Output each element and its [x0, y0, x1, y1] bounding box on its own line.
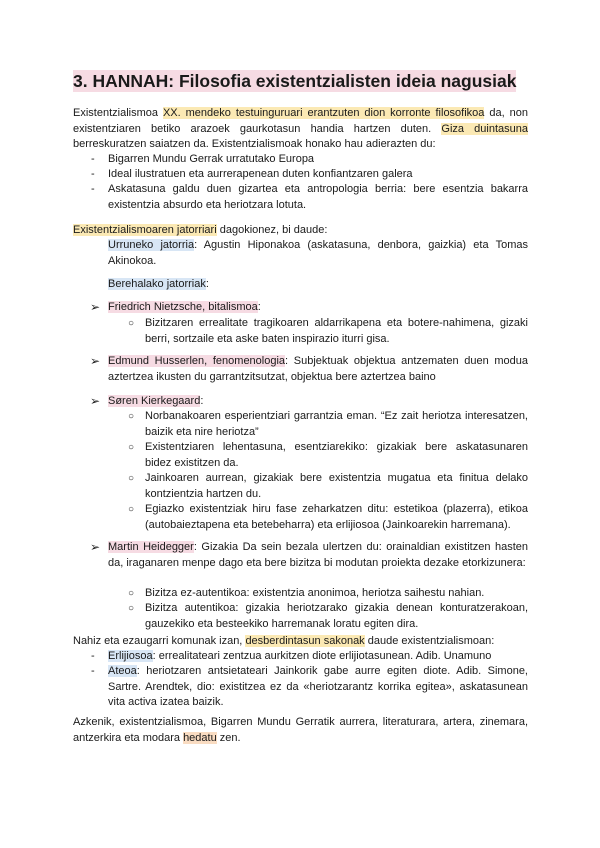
sub-item: Bizitzaren errealitate tragikoaren aldarrikapena eta botere-nahimena, gizaki berri, sortzaile eta aske baten inspirazio iturri gisa. [145, 317, 528, 345]
sub-item: Egiazko existentziak hiru fase zeharkatzen ditu: estetikoa (plazerra), etikoa (autobaieztapena eta betebeharra) eta erlijiosoa (Jainkoarekin harremana). [145, 503, 528, 531]
far-origin: Urruneko jatorria: Agustin Hiponakoa (askatasuna, denbora, gaizkia) eta Tomas Akinokoa. [108, 239, 528, 267]
list-item: Bigarren Mundu Gerrak urratutako Europa [108, 153, 315, 165]
circle-marker: ○ [128, 588, 135, 599]
list-item: Erlijiosoa: errealitateari zentzua aurkitzen diote erlijiotasunean. Adib. Unamuno [108, 650, 492, 662]
list-item: Ateoa: heriotzaren antsietateari Jainkorik gabe aurre egiten diote. Adib. Simone, Sartre. Arendtek, dio: existitzea ez da «heriotzarantz korrika egitea», askatasunean vita activa izatea baizik. [108, 665, 528, 708]
highlight: XX. mendeko testuinguruari erantzuten dion korronte filosofikoa [162, 107, 485, 119]
sub-item: Existentziaren lehentasuna, esentziarekiko: gizakiak bere askatasunaren bidez existitzen da. [145, 441, 528, 469]
philosopher-nietzsche: Friedrich Nietzsche, bitalismoa: [108, 301, 261, 313]
highlight: Martin Heidegger [108, 541, 194, 553]
highlight: Giza duintasuna [441, 122, 528, 135]
circle-marker: ○ [128, 411, 135, 422]
highlight: hedatu [183, 731, 217, 744]
circle-marker: ○ [128, 603, 135, 614]
sub-item: Bizitza ez-autentikoa: existentzia anonimoa, heriotza saihestu nahian. [145, 587, 485, 599]
circle-marker: ○ [128, 318, 135, 329]
philosopher-kierkegaard: Søren Kierkegaard: [108, 395, 204, 407]
highlight: Berehalako jatorriak [108, 278, 206, 290]
highlight: Existentzialismoaren jatorriari [73, 224, 217, 236]
highlight: Edmund Husserlen, fenomenologia [108, 355, 286, 367]
sub-item: Jainkoaren aurrean, gizakiak bere existentzia mugatua eta finitua delako kontzientzia hartzen du. [145, 472, 528, 500]
list-item: Ideal ilustratuen eta aurrerapenean duten konfiantzaren galera [108, 168, 413, 180]
intro-paragraph: Existentzialismoa XX. mendeko testuinguruari erantzuten dion korronte filosofikoa da, non existentziaren betiko arazoek gaurkotasun handia hartzen duten. Giza duintasuna berreskuratzen saiatzen da. Existentzialismoak honako hau adierazten du: [73, 107, 528, 150]
circle-marker: ○ [128, 473, 135, 484]
dash-marker: - [91, 168, 95, 180]
philosopher-husserl: Edmund Husserlen, fenomenologia: Subjektuak objektua antzematen duen modua aztertzea ikusten du garrantzitsutzat, objektua bere aztertzea baino [108, 355, 529, 383]
arrow-marker: ➢ [90, 540, 101, 554]
highlight: Friedrich Nietzsche, bitalismoa [108, 301, 258, 313]
list-item: Askatasuna galdu duen gizartea eta antropologia berria: bere esentzia bakarra existentzia absurdo eta heriotzara lotuta. [108, 183, 528, 211]
closing-paragraph: Azkenik, existentzialismoa, Bigarren Mundu Gerratik aurrera, literaturara, artera, zinemara, antzerkira eta modara hedatu zen. [73, 716, 528, 744]
highlight: Ateoa [108, 665, 137, 677]
dash-marker: - [91, 153, 95, 165]
near-origins-label: Berehalako jatorriak: [108, 278, 209, 290]
highlight: Urruneko jatorria [108, 239, 195, 251]
circle-marker: ○ [128, 504, 135, 515]
differences-line: Nahiz eta ezaugarri komunak izan, desberdintasun sakonak daude existentzialismoan: [73, 635, 495, 647]
arrow-marker: ➢ [90, 394, 101, 408]
highlight: Søren Kierkegaard [108, 395, 201, 407]
sub-item: Bizitza autentikoa: gizakia heriotzarako gizakia denean konturatzerakoan, gauzekiko eta besteekiko harremanak loratu egiten dira. [145, 602, 528, 630]
dash-marker: - [91, 650, 95, 662]
highlight: desberdintasun sakonak [245, 635, 365, 647]
arrow-marker: ➢ [90, 354, 101, 368]
circle-marker: ○ [128, 442, 135, 453]
dash-marker: - [91, 665, 95, 677]
dash-marker: - [91, 183, 95, 195]
arrow-marker: ➢ [90, 300, 101, 314]
highlight: Erlijiosoa [108, 650, 153, 662]
origins-line: Existentzialismoaren jatorriari dagokionez, bi daude: [73, 224, 328, 236]
sub-item: Norbanakoaren esperientziari garrantzia eman. “Ez zait heriotza interesatzen, baizik eta nire heriotza” [145, 410, 528, 438]
philosopher-heidegger: Martin Heidegger: Gizakia Da sein bezala ulertzen du: orainaldian existitzen hasten da, iraganaren menpe dago eta bere bizitza bi modutan proiekta dezake etorkizunera: [108, 541, 528, 569]
section-title: 3. HANNAH: Filosofia existentzialisten ideia nagusiak [73, 71, 517, 91]
